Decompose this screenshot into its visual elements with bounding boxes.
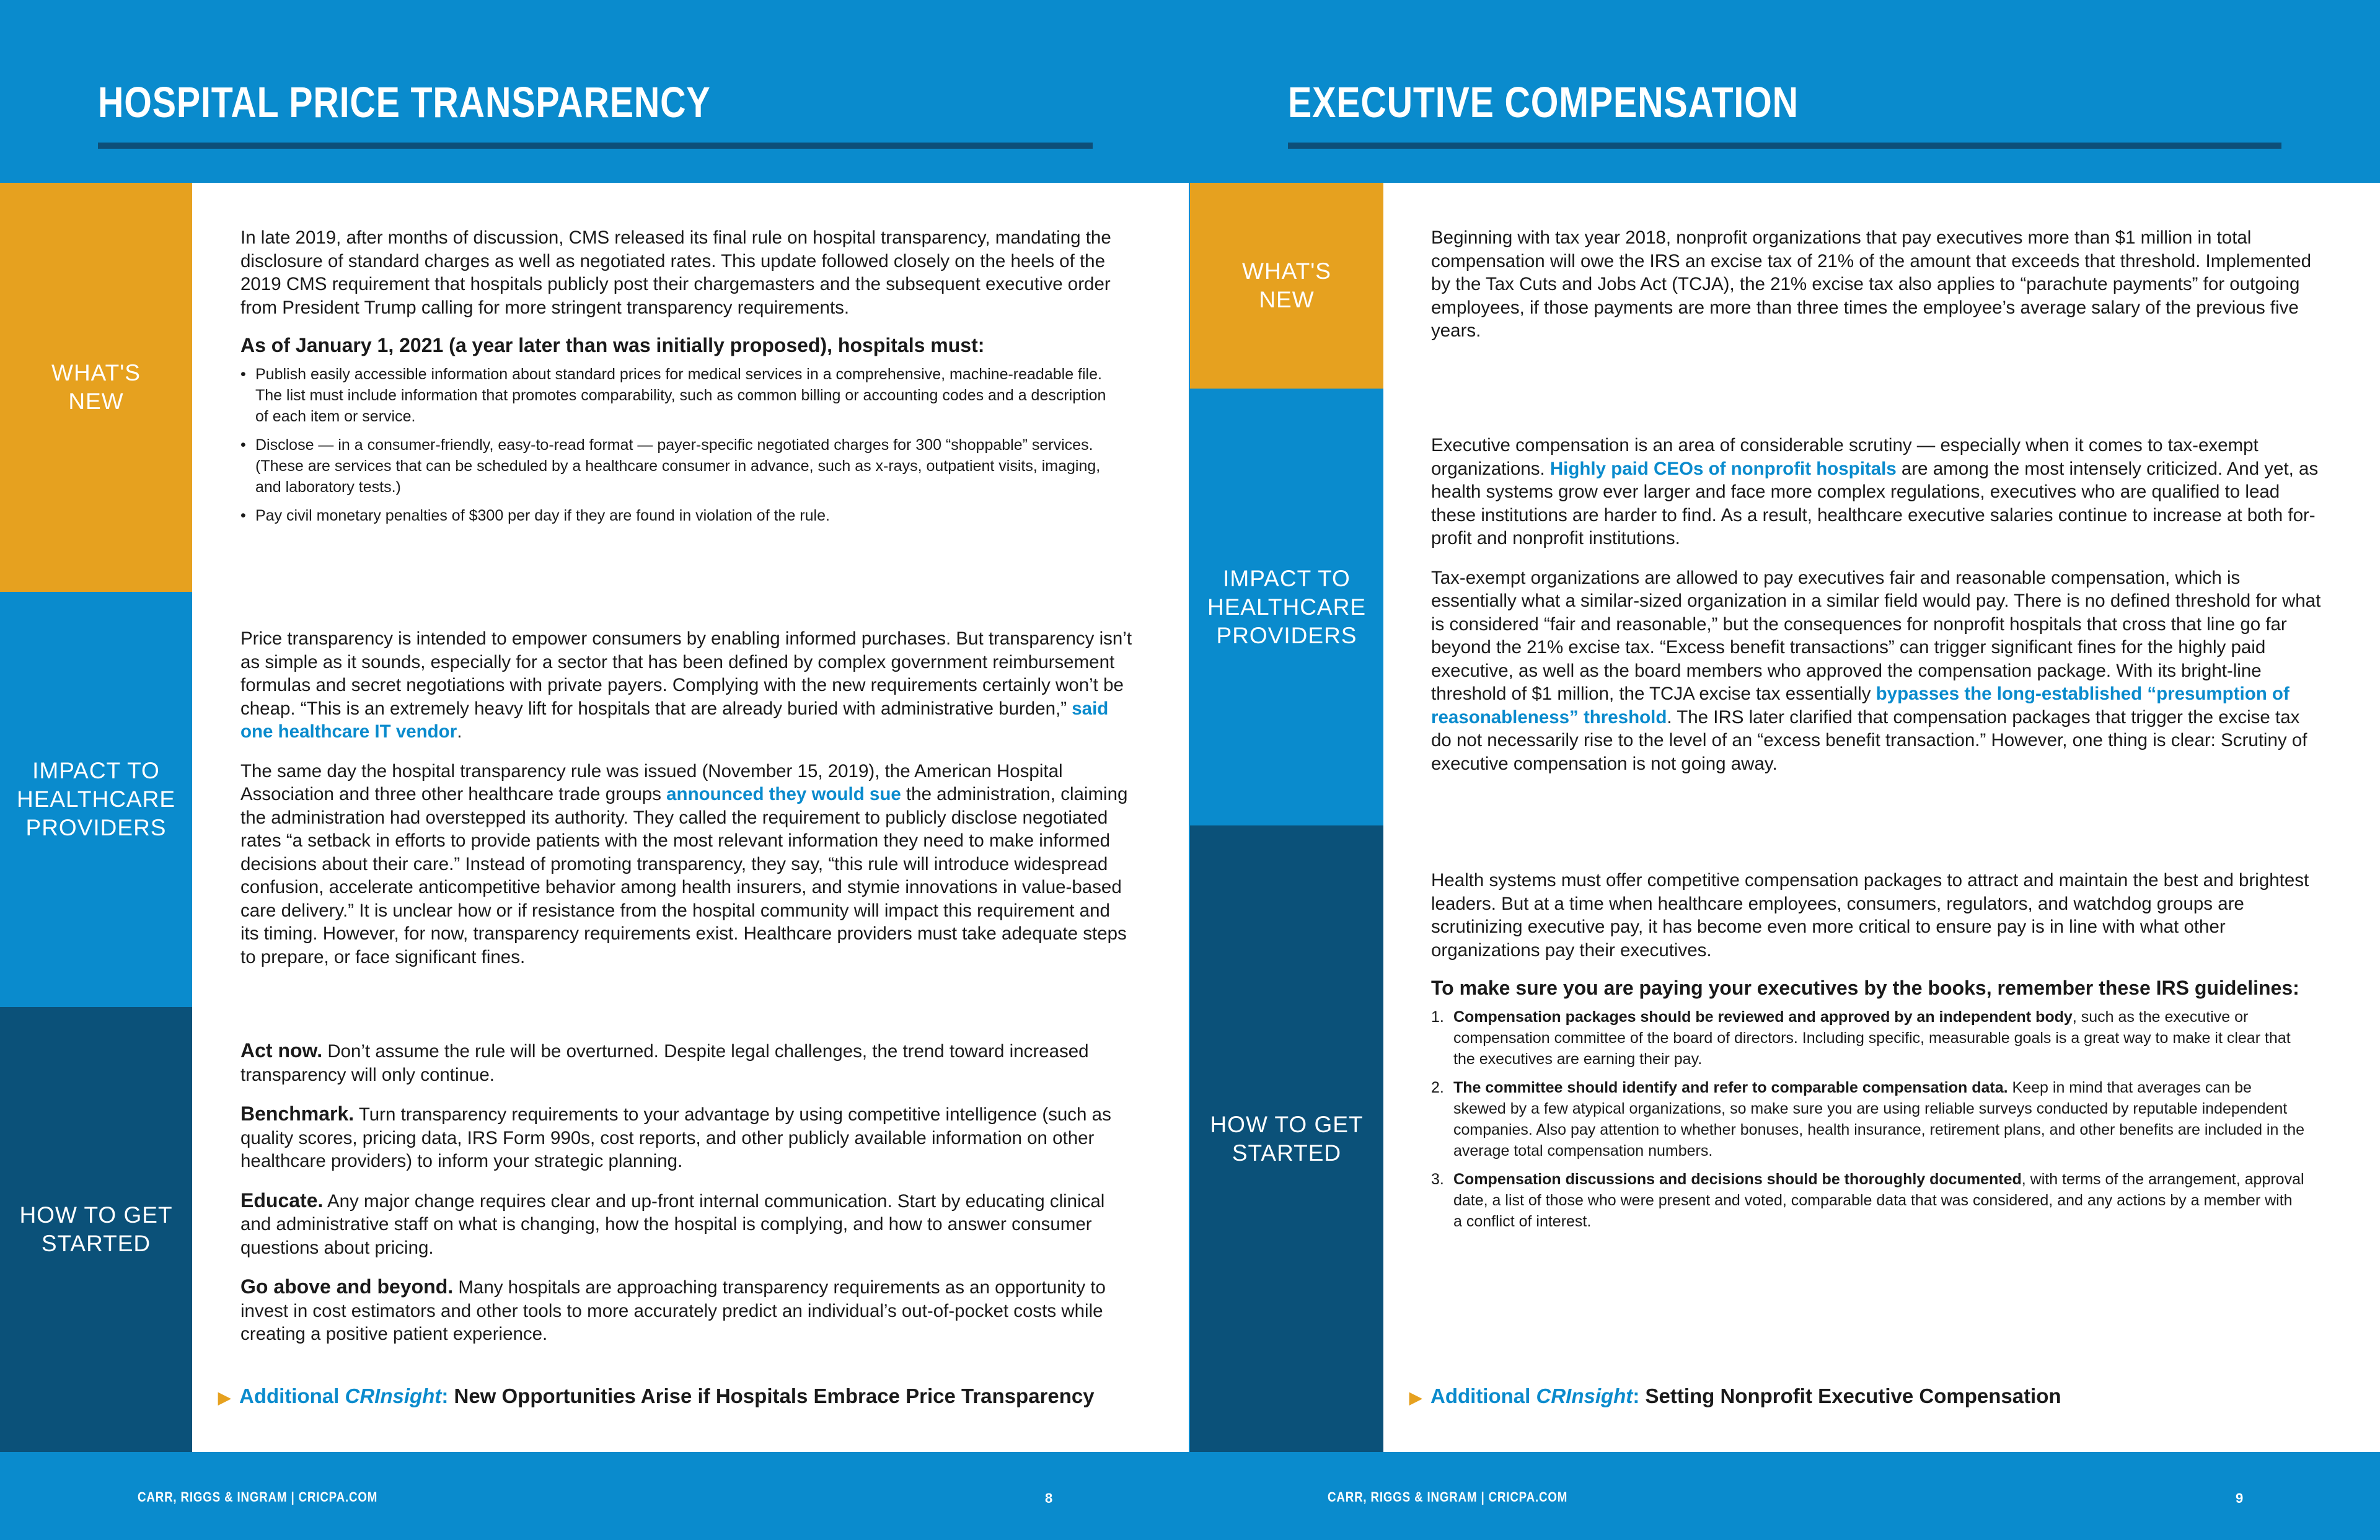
left-impact-label xyxy=(0,592,192,1007)
presumption-threshold-link[interactable]: bypasses the long-established “presumption of reasonableness” threshold xyxy=(1431,684,2290,728)
announced-sue-link[interactable]: announced they would sue xyxy=(666,784,901,804)
right-whats-new-section xyxy=(1431,226,2324,343)
right-title-rule xyxy=(1288,143,2281,149)
step-paragraph: Benchmark. Turn transparency requirements to your advantage by using competitive intelligence (such as quality scores, pricing data, IRS Form 990s, cost reports, and other publicly available information on other healthcare providers) to inform your strategic planning. xyxy=(240,1102,1111,1171)
left-page-title: HOSPITAL PRICE TRANSPARENCY xyxy=(98,78,711,126)
list-item: 3. Compensation discussions and decisions should be thoroughly documented, with terms of the arrangement, approval date, a list of those who were present and voted, comparable data that was considered, and any actions by a member with a conflict of interest. xyxy=(1431,1171,2304,1230)
right-content-panel xyxy=(1383,183,2380,1452)
right-additional-insight-link[interactable]: ▶ Additional CRInsight: Setting Nonprofit Executive Compensation xyxy=(1409,1384,2061,1407)
start-paragraph: Health systems must offer competitive compensation packages to attract and maintain the best and brightest leaders. But at a time when healthcare employees, consumers, regulators, and watchdog groups are scrutinizing executive pay, it has become even more critical to ensure pay is in line with what other organizations pay their executives. xyxy=(1431,870,2309,961)
right-footer: CARR, RIGGS & INGRAM | CRICPA.COM xyxy=(1328,1489,1568,1505)
play-arrow-icon: ▶ xyxy=(1409,1388,1422,1407)
left-whats-new-section xyxy=(240,226,1121,534)
list-item: • Pay civil monetary penalties of $300 per day if they are found in violation of the rule. xyxy=(240,505,1108,526)
step-paragraph: Go above and beyond. Many hospitals are approaching transparency requirements as an opportunity to invest in cost estimators and other tools to more accurately predict an individual’s out-of-pocket costs while creating a positive patient experience. xyxy=(240,1275,1106,1344)
section-label: HOW TO GET STARTED xyxy=(1210,1111,1364,1166)
guidelines-list xyxy=(1431,1006,2305,1232)
highly-paid-ceos-link[interactable]: Highly paid CEOs of nonprofit hospitals xyxy=(1549,458,1897,479)
left-whats-new-label xyxy=(0,183,192,592)
list-item: • Disclose — in a consumer-friendly, easy-to-read format — payer-specific negotiated charges for 300 “shoppable” services. (These are services that can be scheduled by a healthcare consumer in advance, such as x-rays, outpatient visits, imaging, and laboratory tests.) xyxy=(240,434,1108,498)
left-get-started-section xyxy=(240,1039,1121,1346)
lead-heading: As of January 1, 2021 (a year later than was initially proposed), hospitals must: xyxy=(240,334,985,356)
left-get-started-label xyxy=(0,1007,192,1452)
impact-paragraph: Price transparency is intended to empower consumers by enabling informed purchases. But transparency isn’t as simple as it sounds, especially for a sector that has been defined by complex government reimbursement formulas and secret negotiations with private payers. Complying with the new requirements certainly won’t be cheap. “This is an extremely heavy lift for hospitals that are already buried with administrative burden,” said one healthcare IT vendor. xyxy=(240,628,1132,742)
left-title-rule xyxy=(98,143,1093,149)
intro-paragraph: Beginning with tax year 2018, nonprofit organizations that pay executives more than $1 million in total compensation will owe the IRS an excise tax of 21% of the amount that exceeds that threshold. Implemented by the Tax Cuts and Jobs Act (TCJA), the 21% excise tax also applies to “parachute payments” for outgoing employees, if those payments are more than three times the employee’s average salary of the previous five years. xyxy=(1431,227,2312,341)
right-get-started-section xyxy=(1431,869,2324,1239)
left-additional-insight-link[interactable]: ▶ Additional CRInsight: New Opportunities Arise if Hospitals Embrace Price Transparency xyxy=(218,1384,1095,1407)
left-page-number: 8 xyxy=(1045,1490,1053,1506)
section-label: WHAT'S NEW xyxy=(51,360,141,414)
intro-paragraph: In late 2019, after months of discussion, CMS released its final rule on hospital transparency, mandating the disclosure of standard charges as well as negotiated rates. This update followed closely on the heels of the 2019 CMS requirement that hospitals publicly post their chargemasters and the subsequent executive order from President Trump calling for more stringent transparency requirements. xyxy=(240,227,1111,318)
right-whats-new-label xyxy=(1190,183,1383,389)
section-label: IMPACT TO HEALTHCARE PROVIDERS xyxy=(1207,565,1367,648)
right-impact-section xyxy=(1431,434,2324,775)
section-label: WHAT'S NEW xyxy=(1242,258,1331,312)
lead-heading: To make sure you are paying your executives by the books, remember these IRS guidelines: xyxy=(1431,977,2299,999)
list-item: • Publish easily accessible information about standard prices for medical services in a comprehensive, machine-readable file. The list must include information that promotes comparability, such as common billing or accounting codes and a description of each item or service. xyxy=(240,364,1108,427)
step-paragraph: Act now. Don’t assume the rule will be overturned. Despite legal challenges, the trend toward increased transparency will only continue. xyxy=(240,1039,1089,1085)
list-item: 2. The committee should identify and refer to comparable compensation data. Keep in mind that averages can be skewed by a few atypical organizations, so make sure you are using reliable surveys conducted by reputable independent companies. Also pay attention to whether bonuses, health insurance, retirement plans, and other benefits are included in the average total compensation numbers. xyxy=(1431,1079,2305,1159)
step-paragraph: Educate. Any major change requires clear and up-front internal communication. Start by educating clinical and administrative staff on what is changing, how the hospital is complying, and how to answer consumer questions about pricing. xyxy=(240,1189,1105,1258)
it-vendor-link[interactable]: said one healthcare IT vendor xyxy=(240,698,1109,742)
impact-paragraph: Executive compensation is an area of considerable scrutiny — especially when it comes to tax-exempt organizations. Highly paid CEOs of nonprofit hospitals are among the most intensely criticized. And yet, as health systems grow ever larger and face more complex regulations, executives who are qualified to lead these institutions are harder to find. As a result, healthcare executive salaries continue to increase at both for-profit and nonprofit institutions. xyxy=(1431,435,2319,548)
requirements-list xyxy=(240,364,1108,526)
impact-paragraph: Tax-exempt organizations are allowed to pay executives fair and reasonable compensation, which is essentially what a similar-sized organization in a similar field would pay. There is no defined threshold for what is considered “fair and reasonable,” but the consequences for nonprofit hospitals that cross that line go far beyond the 21% excise tax. “Excess benefit transactions” can trigger significant fines for the highly paid executive, as well as the board members who approved the compensation package. With its bright-line threshold of $1 million, the TCJA excise tax essentially bypasses the long-established “presumption of reasonableness” threshold. The IRS later clarified that compensation packages that trigger the excise tax do not necessarily rise to the level of an “excess benefit transaction.” However, one thing is clear: Scrutiny of executive compensation is not going away. xyxy=(1431,567,2321,774)
list-item: 1. Compensation packages should be reviewed and approved by an independent body, such as the executive or compensation committee of the board of directors. Including specific, measurable goals is a great way to make it clear that the executives are earning their pay. xyxy=(1431,1008,2291,1068)
right-impact-label xyxy=(1190,389,1383,825)
right-page-title: EXECUTIVE COMPENSATION xyxy=(1288,78,1799,126)
left-footer: CARR, RIGGS & INGRAM | CRICPA.COM xyxy=(138,1489,378,1505)
section-label: HOW TO GET STARTED xyxy=(19,1202,173,1256)
left-impact-section xyxy=(240,627,1133,969)
play-arrow-icon: ▶ xyxy=(218,1388,231,1407)
impact-paragraph: The same day the hospital transparency rule was issued (November 15, 2019), the American Hospital Association and three other healthcare trade groups announced they would sue the administration, claiming the administration had overstepped its authority. They called the requirement to publicly disclose negotiated rates “a setback in efforts to provide patients with the most relevant information they need to make informed decisions about their care.” Instead of promoting transparency, they say, “this rule will introduce widespread confusion, accelerate anticompetitive behavior among health insurers, and stymie innovations in value-based care delivery.” It is unclear how or if resistance from the hospital community will impact this requirement and its timing. However, for now, transparency requirements exist. Healthcare providers must take adequate steps to prepare, or face significant fines. xyxy=(240,760,1128,967)
right-get-started-label xyxy=(1190,825,1383,1452)
right-page-number: 9 xyxy=(2236,1490,2244,1506)
section-label: IMPACT TO HEALTHCARE PROVIDERS xyxy=(16,758,176,840)
